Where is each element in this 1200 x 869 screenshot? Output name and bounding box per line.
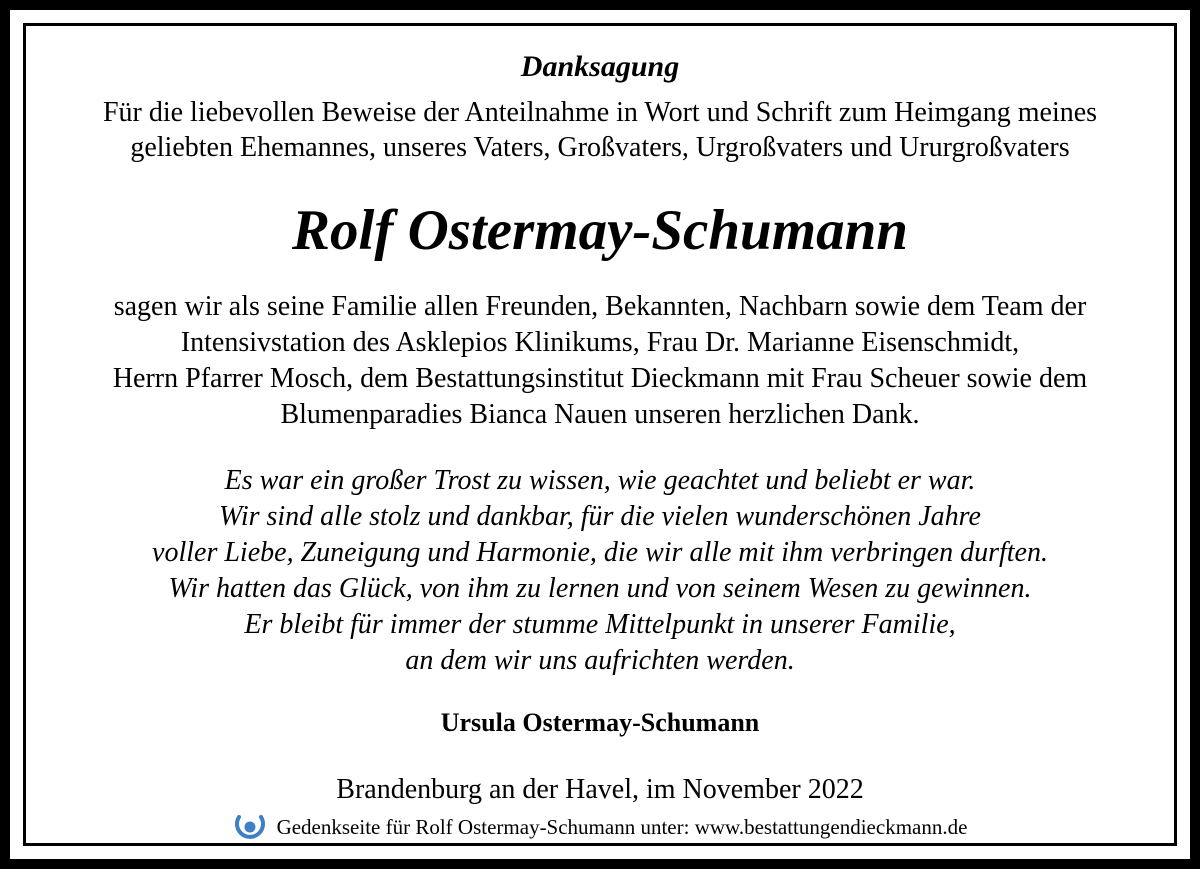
thanks-text <box>23 289 1177 433</box>
verse-line: an dem wir uns aufrichten werden. <box>405 645 795 676</box>
verse-line: Er bleibt für immer der stumme Mittelpunkt in unserer Familie, <box>244 609 956 640</box>
intro-line: geliebten Ehemannes, unseres Vaters, Großvaters, Urgroßvaters und Ururgroßvaters <box>130 132 1070 163</box>
thanks-line: Blumenparadies Bianca Nauen unseren herzlichen Dank. <box>280 399 920 430</box>
deceased-name: Rolf Ostermay-Schumann <box>291 199 908 262</box>
memorial-verse <box>23 463 1177 679</box>
memorial-page-footer <box>23 813 1177 841</box>
memorial-page-text: Gedenkseite für Rolf Ostermay-Schumann unter: www.bestattungendieckmann.de <box>276 815 968 839</box>
verse-line: voller Liebe, Zuneigung und Harmonie, die wir alle mit ihm verbringen durften. <box>152 537 1048 568</box>
thanks-line: sagen wir als seine Familie allen Freunden, Bekannten, Nachbarn sowie dem Team der <box>113 291 1087 322</box>
verse-line: Wir hatten das Glück, von ihm zu lernen und von seinem Wesen zu gewinnen. <box>168 573 1032 604</box>
notice-heading: Danksagung <box>520 50 680 83</box>
place-and-date: Brandenburg an der Havel, im November 2022 <box>336 774 864 805</box>
intro-text <box>23 95 1177 165</box>
thanks-line: Herrn Pfarrer Mosch, dem Bestattungsinstitut Dieckmann mit Frau Scheuer sowie dem <box>112 363 1088 394</box>
verse-line: Es war ein großer Trost zu wissen, wie geachtet und beliebt er war. <box>224 465 976 496</box>
verse-line: Wir sind alle stolz und dankbar, für die vielen wunderschönen Jahre <box>219 501 981 532</box>
thanks-line: Intensivstation des Asklepios Klinikums, Frau Dr. Marianne Eisenschmidt, <box>180 327 1020 358</box>
intro-line: Für die liebevollen Beweise der Anteilnahme in Wort und Schrift zum Heimgang meines <box>102 97 1098 128</box>
signer-name: Ursula Ostermay-Schumann <box>440 708 760 737</box>
funeral-home-logo-icon <box>233 812 267 842</box>
